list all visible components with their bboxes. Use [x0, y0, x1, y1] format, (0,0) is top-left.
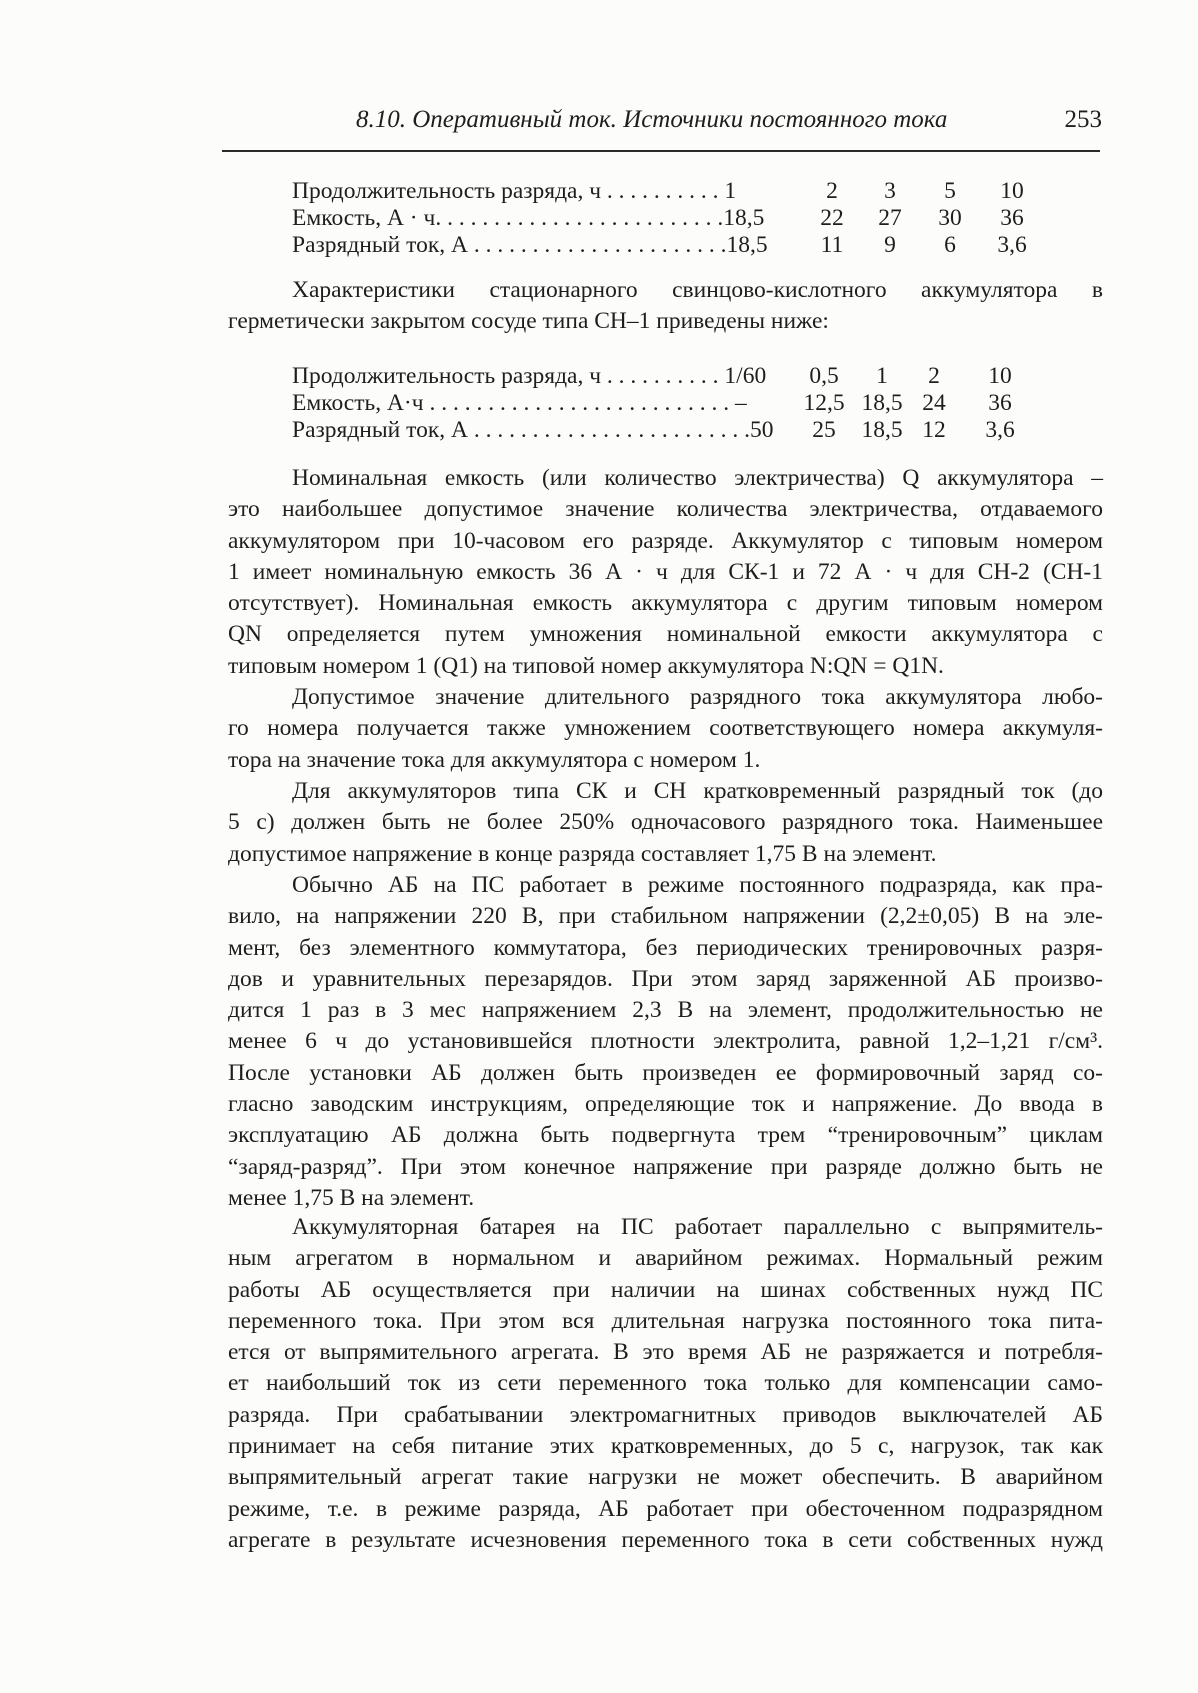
text-line: режиме, т.е. в режиме разряда, АБ работает при обесточенном подразрядном	[228, 1495, 1103, 1522]
section-title: 8.10. Оперативный ток. Источники постоянного тока	[356, 106, 948, 133]
cell: 0,5	[809, 363, 839, 389]
text-line: принимает на себя питание этих кратковременных, до 5 с, нагрузок, так как	[228, 1433, 1103, 1460]
running-header	[222, 106, 1102, 146]
cell: 10	[1000, 178, 1024, 204]
row-label: Разрядный ток, А . . . . . . . . . . . . . . . . . . . . . .18,5	[292, 232, 768, 258]
text-line: го номера получается также умножением соответствующего номера аккумуля-	[228, 715, 1103, 742]
paragraph-discharge-current	[228, 682, 1103, 776]
text-line: менее 1,75 В на элемент.	[228, 1184, 475, 1211]
cell: 5	[944, 178, 956, 204]
text-line: гласно заводским инструкциям, определяющие ток и напряжение. До ввода в	[228, 1091, 1103, 1118]
cell: 9	[884, 232, 896, 258]
text-line: герметически закрытом сосуде типа СН–1 приведены ниже:	[228, 308, 829, 335]
page-number: 253	[1064, 106, 1102, 133]
text-line: Допустимое значение длительного разрядного тока аккумулятора любо-	[292, 684, 1103, 710]
cell: 18,5	[861, 417, 903, 443]
row-label: Емкость, А · ч. . . . . . . . . . . . . . . . . . . . . . . . .18,5	[292, 205, 765, 231]
text-line: типовым номером 1 (Q1) на типовой номер аккумулятора N:QN = Q1N.	[228, 652, 944, 679]
cell: 3,6	[997, 232, 1027, 258]
text-line: ется от выпрямительного агрегата. В это время АБ не разряжается и потребля-	[228, 1339, 1103, 1366]
cell: 27	[878, 205, 902, 231]
paragraph-short-discharge	[228, 776, 1103, 870]
text-line: дов и уравнительных перезарядов. При этом заряд заряженной АБ произво-	[228, 965, 1103, 992]
cell: 18,5	[861, 390, 903, 416]
cell: 3,6	[985, 417, 1015, 443]
text-line: отсутствует). Номинальная емкость аккумулятора с другим типовым номером	[228, 590, 1103, 617]
cell: 36	[1000, 205, 1024, 231]
text-line: аккумулятором при 10-часовом его разряде. Аккумулятор с типовым номером	[228, 527, 1103, 554]
cell: 12	[922, 417, 946, 443]
text-line: допустимое напряжение в конце разряда составляет 1,75 В на элемент.	[228, 840, 937, 867]
row-label: Продолжительность разряда, ч . . . . . . . . . . 1/60	[292, 363, 767, 389]
intro-paragraph	[228, 275, 1103, 338]
cell: 6	[944, 232, 956, 258]
cell: 30	[938, 205, 962, 231]
cell: 22	[820, 205, 844, 231]
header-rule	[222, 150, 1100, 152]
text-line: эксплуатацию АБ должна быть подвергнута трем “тренировочным” циклам	[228, 1122, 1103, 1149]
text-line: ным агрегатом в нормальном и аварийном режимах. Нормальный режим	[228, 1245, 1103, 1272]
text-line: тора на значение тока для аккумулятора с номером 1.	[228, 746, 761, 773]
cell: 2	[928, 363, 940, 389]
text-line: Номинальная емкость (или количество электричества) Q аккумулятора –	[292, 465, 1103, 491]
cell: 1	[876, 363, 888, 389]
cell: 12,5	[803, 390, 845, 416]
text-line: “заряд-разряд”. При этом конечное напряжение при разряде должно быть не	[228, 1153, 1103, 1180]
paragraph-operating-mode	[228, 870, 1103, 1214]
text-line: Обычно АБ на ПС работает в режиме постоянного подразряда, как пра-	[292, 872, 1103, 898]
text-line: агрегате в результате исчезновения переменного тока в сети собственных нужд	[228, 1526, 1103, 1553]
cell: 2	[826, 178, 838, 204]
cell: 11	[820, 232, 844, 258]
cell: 24	[922, 390, 946, 416]
text-line: это наибольшее допустимое значение количества электричества, отдаваемого	[228, 496, 1103, 523]
text-line: выпрямительный агрегат такие нагрузки не может обеспечить. В аварийном	[228, 1464, 1103, 1491]
text-line: После установки АБ должен быть произведен ее формировочный заряд со-	[228, 1059, 1103, 1086]
text-line: разряда. При срабатывании электромагнитных приводов выключателей АБ	[228, 1401, 1103, 1428]
cell: 3	[884, 178, 896, 204]
text-line: Для аккумуляторов типа СК и СН кратковременный разрядный ток (до	[292, 778, 1103, 804]
paragraph-nominal-capacity	[228, 463, 1103, 682]
cell: 10	[988, 363, 1012, 389]
cell: 36	[988, 390, 1012, 416]
text-line: Аккумуляторная батарея на ПС работает параллельно с выпрямитель-	[292, 1214, 1103, 1240]
text-line: вило, на напряжении 220 В, при стабильном напряжении (2,2±0,05) В на эле-	[228, 903, 1103, 930]
text-line: менее 6 ч до установившейся плотности электролита, равной 1,2–1,21 г/см³.	[228, 1028, 1103, 1055]
text-line: 1 имеет номинальную емкость 36 А · ч для СК-1 и 72 А · ч для СН-2 (СН-1	[228, 558, 1103, 585]
row-label: Разрядный ток, А . . . . . . . . . . . . . . . . . . . . . . . .50	[292, 417, 774, 443]
text-line: дится 1 раз в 3 мес напряжением 2,3 В на элемент, продолжительностью не	[228, 997, 1103, 1024]
row-label: Емкость, А·ч . . . . . . . . . . . . . . . . . . . . . . . . . . –	[292, 390, 747, 416]
row-label: Продолжительность разряда, ч . . . . . . . . . . 1	[292, 178, 737, 204]
text-line: ет наибольший ток из сети переменного тока только для компенсации само-	[228, 1370, 1103, 1397]
text-line: QN определяется путем умножения номинальной емкости аккумулятора с	[228, 621, 1103, 648]
text-line: Характеристики стационарного свинцово-кислотного аккумулятора в	[292, 277, 1103, 303]
text-line: мент, без элементного коммутатора, без периодических тренировочных разря-	[228, 934, 1103, 961]
text-line: переменного тока. При этом вся длительная нагрузка постоянного тока пита-	[228, 1307, 1103, 1334]
text-line: работы АБ осуществляется при наличии на шинах собственных нужд ПС	[228, 1276, 1103, 1303]
text-line: 5 с) должен быть не более 250% одночасового разрядного тока. Наименьшее	[228, 809, 1103, 836]
paragraph-battery-operation	[228, 1212, 1103, 1556]
cell: 25	[812, 417, 836, 443]
